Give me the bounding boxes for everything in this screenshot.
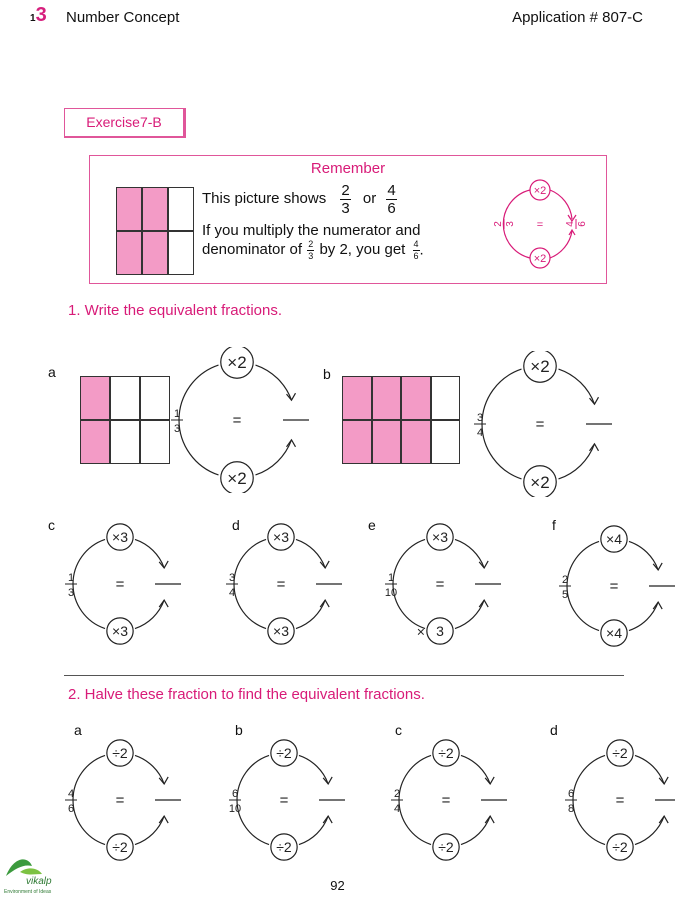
shaded-cell [80, 376, 110, 420]
remember-line1 [202, 183, 397, 216]
q1a-equals: = [232, 412, 242, 429]
q1f-arrowhead-bottom [653, 602, 662, 609]
svg-text:2: 2 [493, 221, 504, 227]
shaded-cell [342, 376, 372, 420]
q1b-fraction-grid [342, 376, 460, 464]
q2d-equals: = [615, 792, 625, 809]
q2c-cycle-diagram [369, 738, 523, 862]
q1a-bottom-right-arc [255, 440, 291, 475]
q2c-numerator: 2 [393, 788, 401, 800]
q1b-equals: = [535, 416, 545, 433]
q1a-left-arc [179, 365, 219, 475]
q2c-left-arc [399, 755, 431, 844]
q2a-top-operator: ÷2 [112, 745, 128, 762]
empty-cell [168, 187, 194, 231]
remember-box [89, 155, 607, 284]
q1e-bottom-operator: 3 [436, 623, 444, 640]
q2c-arrowhead-bottom [485, 816, 494, 823]
q1c-left-arc [73, 539, 105, 628]
q1b-arrowhead-bottom [590, 444, 599, 451]
q2b-cycle-diagram [207, 738, 361, 862]
q1c-numerator: 1 [67, 572, 75, 584]
svg-text:6: 6 [577, 221, 588, 227]
shaded-cell [401, 376, 431, 420]
q1e-equals: = [435, 576, 445, 593]
shaded-cell [80, 420, 110, 464]
q2b-arrowhead-bottom [323, 816, 332, 823]
remember-line2: If you multiply the numerator and [202, 222, 421, 239]
q2a-numerator: 4 [67, 788, 75, 800]
q1d-bottom-right-arc [296, 600, 325, 628]
q2a-arrowhead-bottom [159, 816, 168, 823]
q1b-arrowhead-top [590, 397, 599, 404]
q1c-arrowhead-bottom [159, 600, 168, 607]
shaded-cell [401, 420, 431, 464]
exercise-label: Exercise7-B [64, 108, 186, 138]
q2a-denominator: 6 [67, 803, 75, 815]
q1d-arrowhead-bottom [320, 600, 329, 607]
q2b-bottom-operator: ÷2 [276, 839, 292, 856]
q1d-top-right-arc [296, 539, 325, 567]
q1b-left-arc [482, 369, 522, 479]
q1e-arrowhead-top [479, 561, 488, 568]
q1e-top-operator: ×3 [432, 529, 448, 546]
q1e-arrowhead-bottom [479, 600, 488, 607]
logo-small-digit: 1 [30, 13, 36, 24]
q2c-equals: = [441, 792, 451, 809]
question-2-title: 2. Halve these fraction to find the equivalent fractions. [68, 686, 425, 703]
svg-text:3: 3 [505, 221, 516, 227]
q1e-left-arc [393, 539, 425, 628]
q1f-equals: = [609, 578, 619, 595]
q1f-left-arc [567, 541, 599, 630]
q2b-arrowhead-top [323, 777, 332, 784]
q1e-cycle-diagram [363, 522, 517, 646]
q1b-cycle-diagram [452, 351, 628, 497]
q1b-denominator: 4 [476, 427, 484, 439]
q1f-label: f [552, 517, 556, 533]
q1d-equals: = [276, 576, 286, 593]
q2c-bottom-right-arc [461, 816, 490, 844]
q1a-bottom-operator: ×2 [227, 469, 247, 489]
q1a-arrowhead-bottom [287, 440, 296, 447]
q1d-cycle-diagram [204, 522, 358, 646]
remember-line3-fraction-a: $\frac{2}{3}$ [308, 239, 314, 261]
remember-equals: = [536, 219, 544, 231]
q2a-equals: = [115, 792, 125, 809]
q2b-top-operator: ÷2 [276, 745, 292, 762]
q1b-bottom-operator: ×2 [530, 473, 550, 493]
q1e-label: e [368, 517, 376, 533]
q2d-bottom-right-arc [635, 816, 664, 844]
q1e-numerator: 1 [387, 572, 395, 584]
q1a-label: a [48, 364, 56, 380]
q2b-top-right-arc [299, 755, 328, 783]
q2a-bottom-right-arc [135, 816, 164, 844]
q2d-numerator: 6 [567, 788, 575, 800]
q1f-numerator: 2 [561, 574, 569, 586]
q1d-denominator: 4 [228, 587, 236, 599]
remember-fraction-a: $\frac{2}{3}$ [341, 182, 350, 217]
q2d-left-arc [573, 755, 605, 844]
empty-cell [110, 420, 140, 464]
q1a-denominator: 3 [173, 423, 181, 435]
q1c-arrowhead-top [159, 561, 168, 568]
q2d-label: d [550, 722, 558, 738]
chapter-title: Number Concept [66, 9, 180, 26]
q1b-top-operator: ×2 [530, 357, 550, 377]
q2c-label: c [395, 722, 402, 738]
q1a-cycle-diagram [149, 347, 325, 493]
q2d-top-operator: ÷2 [612, 745, 628, 762]
q2d-bottom-operator: ÷2 [612, 839, 628, 856]
q2d-denominator: 8 [567, 803, 575, 815]
remember-bottom-operator: ×2 [533, 253, 547, 265]
q1f-arrowhead-top [653, 563, 662, 570]
q1d-arrowhead-top [320, 561, 329, 568]
shaded-cell [342, 420, 372, 464]
q1c-top-right-arc [135, 539, 164, 567]
remember-cycle-diagram [490, 174, 600, 274]
q2a-arrowhead-top [159, 777, 168, 784]
q2d-arrowhead-bottom [659, 816, 668, 823]
remember-fraction-b: $\frac{4}{6}$ [387, 182, 396, 217]
q1d-label: d [232, 517, 240, 533]
section-divider [64, 675, 624, 676]
q1f-bottom-right-arc [629, 602, 658, 630]
q1d-bottom-operator: ×3 [273, 623, 289, 640]
empty-cell [110, 376, 140, 420]
q2c-top-operator: ÷2 [438, 745, 454, 762]
q1e-bottom-right-arc [455, 600, 484, 628]
page-number: 92 [330, 878, 345, 893]
shaded-cell [372, 420, 402, 464]
q1a-numerator: 1 [173, 408, 181, 420]
shaded-cell [116, 231, 142, 275]
q2c-bottom-operator: ÷2 [438, 839, 454, 856]
shaded-cell [372, 376, 402, 420]
q2d-top-right-arc [635, 755, 664, 783]
q1f-top-right-arc [629, 541, 658, 569]
q2a-label: a [74, 722, 82, 738]
q1b-label: b [323, 366, 331, 382]
q1b-numerator: 3 [476, 412, 484, 424]
shaded-cell [142, 187, 168, 231]
q2b-numerator: 6 [231, 788, 239, 800]
q1c-denominator: 3 [67, 587, 75, 599]
q1c-equals: = [115, 576, 125, 593]
q2d-cycle-diagram [543, 738, 675, 862]
question-1-title: 1. Write the equivalent fractions. [68, 302, 282, 319]
q1e-denominator: 10 [384, 587, 398, 599]
q1a-top-right-arc [255, 365, 291, 400]
q2b-left-arc [237, 755, 269, 844]
publisher-tagline: Environment of Ideas [4, 889, 52, 895]
q1f-bottom-operator: ×4 [606, 625, 622, 642]
q1c-label: c [48, 517, 55, 533]
remember-top-operator: ×2 [533, 185, 547, 197]
remember-left-fraction [493, 219, 516, 229]
publisher-name: vikalp [26, 876, 52, 887]
q2c-top-right-arc [461, 755, 490, 783]
q2d-arrowhead-top [659, 777, 668, 784]
q1e-bottom-operator-prefix: × [416, 623, 425, 640]
q1f-cycle-diagram [537, 524, 675, 648]
q2a-left-arc [73, 755, 105, 844]
remember-grid [116, 187, 194, 275]
q2c-denominator: 4 [393, 803, 401, 815]
q1f-denominator: 5 [561, 589, 569, 601]
chapter-logo [30, 4, 47, 27]
remember-line3-fraction-b: $\frac{4}{6}$ [413, 239, 419, 261]
q1c-bottom-operator: ×3 [112, 623, 128, 640]
q1b-bottom-right-arc [558, 444, 594, 479]
q2a-cycle-diagram [43, 738, 197, 862]
remember-line3: denominator of $\frac{2}{3}$ by 2, you get $\frac{4}{6}$ . [202, 239, 424, 261]
q2a-bottom-operator: ÷2 [112, 839, 128, 856]
application-number: Application # 807-C [512, 9, 643, 26]
remember-title: Remember [310, 160, 386, 177]
q2b-denominator: 10 [228, 803, 242, 815]
remember-right-fraction [565, 219, 588, 229]
q1c-bottom-right-arc [135, 600, 164, 628]
q1a-arrowhead-top [287, 393, 296, 400]
q2b-equals: = [279, 792, 289, 809]
q1c-cycle-diagram [43, 522, 197, 646]
q1f-top-operator: ×4 [606, 531, 622, 548]
shaded-cell [116, 187, 142, 231]
q1c-top-operator: ×3 [112, 529, 128, 546]
q1e-top-right-arc [455, 539, 484, 567]
shaded-cell [142, 231, 168, 275]
remember-line1-text: This picture shows [202, 190, 327, 208]
q2c-arrowhead-top [485, 777, 494, 784]
logo-big-digit: 3 [35, 4, 47, 26]
q2b-label: b [235, 722, 243, 738]
q1b-top-right-arc [558, 369, 594, 404]
q1a-top-operator: ×2 [227, 353, 247, 373]
q2b-bottom-right-arc [299, 816, 328, 844]
q1d-left-arc [234, 539, 266, 628]
q1d-top-operator: ×3 [273, 529, 289, 546]
empty-cell [168, 231, 194, 275]
q1d-numerator: 3 [228, 572, 236, 584]
svg-text:4: 4 [565, 221, 576, 227]
q2a-top-right-arc [135, 755, 164, 783]
remember-or: or [362, 190, 377, 208]
